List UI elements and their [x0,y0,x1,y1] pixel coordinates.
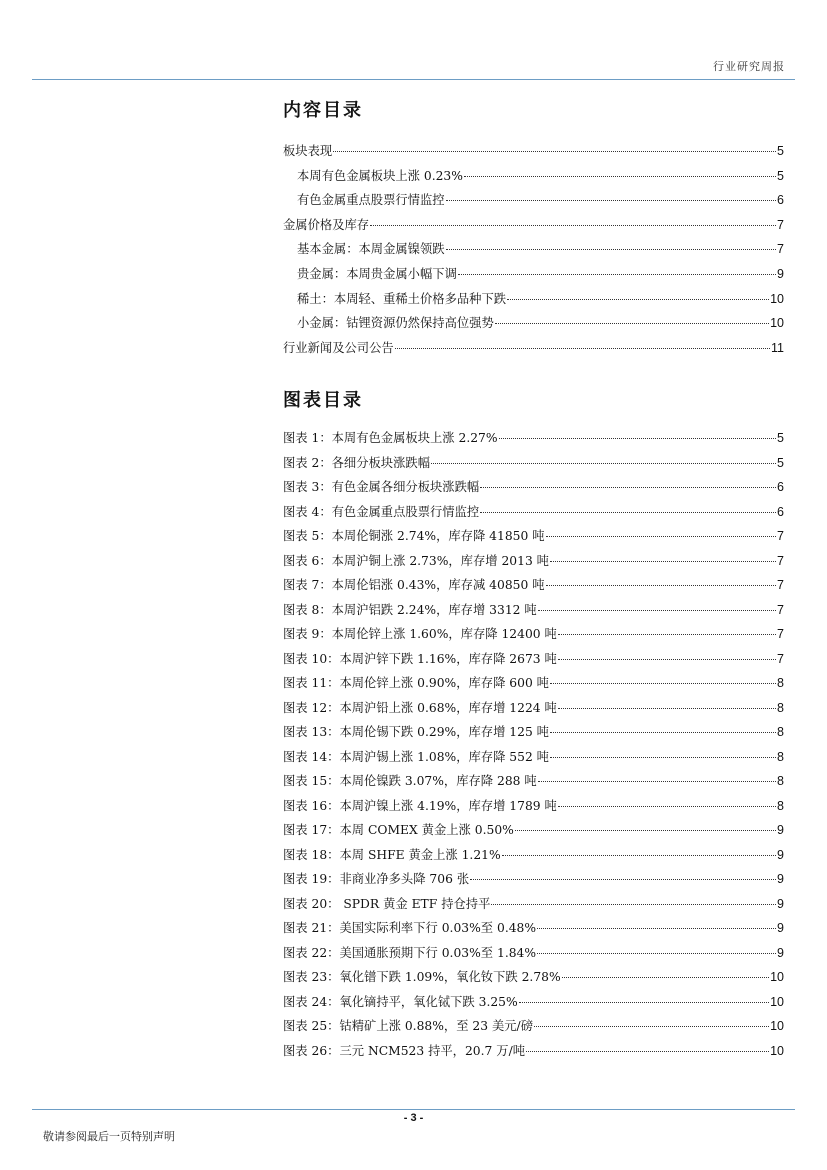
contents-entry[interactable] [283,313,784,338]
dot-leader [537,953,776,954]
figure-entry[interactable] [283,551,784,576]
figure-entry-title[interactable]: 图表 18：本周 SHFE 黄金上涨 1.21% [283,847,501,862]
dot-leader [550,732,776,733]
contents-entry[interactable] [283,190,784,215]
contents-entry-title[interactable]: 小金属：钴锂资源仍然保持高位强势 [297,316,494,331]
figure-entry-title[interactable]: 图表 12：本周沪铅上涨 0.68%，库存增 1224 吨 [283,700,557,715]
dot-leader [537,928,776,929]
figure-entry[interactable] [283,747,784,772]
contents-title: 内容目录 [283,100,363,121]
dot-leader [464,176,776,177]
figure-entry[interactable] [283,575,784,600]
dot-leader [499,438,776,439]
dot-leader [458,274,776,275]
contents-entry[interactable] [283,264,784,289]
figure-entry-title[interactable]: 图表 7：本周伦铝涨 0.43%，库存减 40850 吨 [283,578,545,592]
contents-entry[interactable] [283,289,784,314]
dot-leader [495,323,769,324]
dot-leader [562,977,769,978]
dot-leader [333,151,776,152]
figure-entry-title[interactable]: 图表 10：本周沪锌下跌 1.16%，库存降 2673 吨 [283,651,557,666]
figure-entry[interactable] [283,771,784,796]
contents-entry[interactable] [283,239,784,264]
header-divider [32,79,795,80]
figure-entry-title[interactable]: 图表 20： SPDR 黄金 ETF 持仓持平 [283,896,491,911]
dot-leader [546,536,777,537]
figure-entry-page[interactable]: 10 [770,1043,784,1058]
figure-entry[interactable] [283,477,784,502]
dot-leader [550,561,776,562]
dot-leader [550,683,776,684]
contents-entry-title[interactable]: 贵金属：本周贵金属小幅下调 [297,266,457,281]
figure-entry-title[interactable]: 图表 4：有色金属重点股票行情监控 [283,504,480,519]
contents-entry[interactable] [283,338,784,363]
figure-entry-title[interactable]: 图表 21：美国实际利率下行 0.03%至 0.48% [283,921,537,935]
dot-leader [526,1051,769,1052]
figure-entry[interactable] [283,1041,784,1066]
figure-entry-title[interactable]: 图表 2：各细分板块涨跌幅 [283,455,430,470]
figure-entry[interactable] [283,526,784,551]
figure-entry-page[interactable]: 7 [777,627,784,641]
figure-entry[interactable] [283,453,784,478]
figure-entry-page[interactable]: 8 [777,676,784,690]
figure-entry[interactable] [283,1016,784,1041]
figure-entry[interactable] [283,428,784,453]
figure-entry-page[interactable]: 8 [777,774,784,788]
dot-leader [558,659,776,660]
contents-list [283,141,784,362]
figure-entry[interactable] [283,698,784,723]
dot-leader [446,200,776,201]
figure-entry-page[interactable]: 7 [777,602,784,617]
figure-entry-page[interactable]: 6 [777,480,784,494]
figure-entry[interactable] [283,673,784,698]
contents-entry-title[interactable]: 基本金属：本周金属镍领跌 [297,242,445,257]
figure-entry-title[interactable]: 图表 3：有色金属各细分板块涨跌幅 [283,480,480,494]
figure-entry[interactable] [283,796,784,821]
contents-entry-title[interactable]: 稀土：本周轻、重稀土价格多品种下跌 [297,291,507,306]
contents-entry-title[interactable]: 行业新闻及公司公告 [283,340,394,355]
figures-title: 图表目录 [283,390,363,411]
dot-leader [491,904,776,905]
figure-entry-title[interactable]: 图表 26：三元 NCM523 持平，20.7 万/吨 [283,1043,526,1058]
contents-entry[interactable] [283,141,784,166]
figure-entry-title[interactable]: 图表 22：美国通胀预期下行 0.03%至 1.84% [283,945,537,960]
figure-entry[interactable] [283,624,784,649]
dot-leader [480,512,776,513]
dot-leader [538,610,776,611]
figure-entry-page[interactable]: 10 [770,994,784,1009]
contents-entry-page[interactable]: 7 [777,217,784,232]
figure-entry-page[interactable]: 8 [777,700,784,715]
dot-leader [515,830,776,831]
dot-leader [534,1026,769,1027]
dot-leader [507,299,769,300]
figure-entry-title[interactable]: 图表 5：本周伦铜涨 2.74%，库存降 41850 吨 [283,529,545,543]
figure-entry-title[interactable]: 图表 1：本周有色金属板块上涨 2.27% [283,431,498,445]
figure-entry-page[interactable]: 9 [777,921,784,935]
figure-entry-page[interactable]: 9 [777,872,784,886]
figure-entry[interactable] [283,502,784,527]
dot-leader [502,855,776,856]
figure-entry[interactable] [283,649,784,674]
figure-entry-page[interactable]: 9 [777,945,784,960]
figure-entry-page[interactable]: 10 [770,1019,784,1033]
figures-list [283,428,784,1065]
figure-entry-title[interactable]: 图表 15：本周伦镍跌 3.07%，库存降 288 吨 [283,774,537,788]
dot-leader [470,879,776,880]
figure-entry-page[interactable]: 8 [777,725,784,739]
contents-entry-page[interactable]: 7 [777,242,784,257]
contents-entry-page[interactable]: 10 [770,291,784,306]
page-number: - 3 - [403,1112,424,1124]
figure-entry-title[interactable]: 图表 14：本周沪锡上涨 1.08%，库存降 552 吨 [283,749,549,764]
dot-leader [558,634,776,635]
figure-entry[interactable] [283,820,784,845]
figure-entry-title[interactable]: 图表 8：本周沪铝跌 2.24%，库存增 3312 吨 [283,602,537,617]
figure-entry[interactable] [283,869,784,894]
dot-leader [446,249,776,250]
contents-entry[interactable] [283,215,784,240]
figure-entry-page[interactable]: 9 [777,847,784,862]
figure-entry-title[interactable]: 图表 11：本周伦锌上涨 0.90%，库存降 600 吨 [283,676,549,690]
figure-entry-page[interactable]: 5 [777,431,784,445]
figure-entry-page[interactable]: 9 [777,823,784,837]
disclaimer-text: 敬请参阅最后一页特别声明 [43,1130,175,1143]
figure-entry-title[interactable]: 图表 17：本周 COMEX 黄金上涨 0.50% [283,823,514,837]
contents-entry-page[interactable]: 6 [777,193,784,208]
figure-entry-title[interactable]: 图表 19：非商业净多头降 706 张 [283,872,470,886]
figure-entry-page[interactable]: 7 [777,553,784,568]
dot-leader [550,757,776,758]
contents-entry-title[interactable]: 本周有色金属板块上涨 0.23% [297,168,463,183]
contents-entry-title[interactable]: 金属价格及库存 [283,217,370,232]
figure-entry[interactable] [283,967,784,992]
figure-entry-page[interactable]: 5 [777,455,784,470]
contents-entry-page[interactable]: 10 [770,316,784,331]
figure-entry-page[interactable]: 8 [777,798,784,813]
figure-entry-page[interactable]: 8 [777,749,784,764]
figure-entry-title[interactable]: 图表 6：本周沪铜上涨 2.73%，库存增 2013 吨 [283,553,549,568]
dot-leader [558,708,776,709]
contents-entry-page[interactable]: 5 [777,144,784,158]
figure-entry[interactable] [283,918,784,943]
figure-entry-title[interactable]: 图表 9：本周伦锌上涨 1.60%，库存降 12400 吨 [283,627,557,641]
contents-entry-page[interactable]: 11 [771,340,784,355]
figure-entry-title[interactable]: 图表 23：氧化镨下跌 1.09%，氧化钕下跌 2.78% [283,970,561,984]
dot-leader [519,1002,769,1003]
figure-entry-page[interactable]: 9 [777,896,784,911]
figure-entry-page[interactable]: 7 [777,578,784,592]
figure-entry[interactable] [283,600,784,625]
figure-entry-page[interactable]: 6 [777,504,784,519]
figure-entry[interactable] [283,722,784,747]
dot-leader [538,781,776,782]
dot-leader [558,806,776,807]
contents-entry-page[interactable]: 5 [777,168,784,183]
contents-entry-page[interactable]: 9 [777,266,784,281]
figure-entry[interactable] [283,845,784,870]
report-type-label: 行业研究周报 [713,60,785,73]
footer-divider [32,1109,795,1110]
dot-leader [395,348,770,349]
dot-leader [546,585,777,586]
figure-entry[interactable] [283,943,784,968]
contents-entry-title[interactable]: 板块表现 [283,144,333,158]
figure-entry-title[interactable]: 图表 13：本周伦锡下跌 0.29%，库存增 125 吨 [283,725,549,739]
dot-leader [370,225,776,226]
figure-entry-page[interactable]: 10 [770,970,784,984]
dot-leader [431,463,776,464]
contents-entry-title[interactable]: 有色金属重点股票行情监控 [297,193,445,208]
figure-entry-title[interactable]: 图表 24：氧化镝持平，氧化铽下跌 3.25% [283,994,518,1009]
figure-entry-title[interactable]: 图表 16：本周沪镍上涨 4.19%，库存增 1789 吨 [283,798,557,813]
figure-entry-title[interactable]: 图表 25：钴精矿上涨 0.88%，至 23 美元/磅 [283,1019,533,1033]
contents-entry[interactable] [283,166,784,191]
figure-entry[interactable] [283,992,784,1017]
figure-entry[interactable] [283,894,784,919]
dot-leader [480,487,776,488]
figure-entry-page[interactable]: 7 [777,529,784,543]
figure-entry-page[interactable]: 7 [777,651,784,666]
